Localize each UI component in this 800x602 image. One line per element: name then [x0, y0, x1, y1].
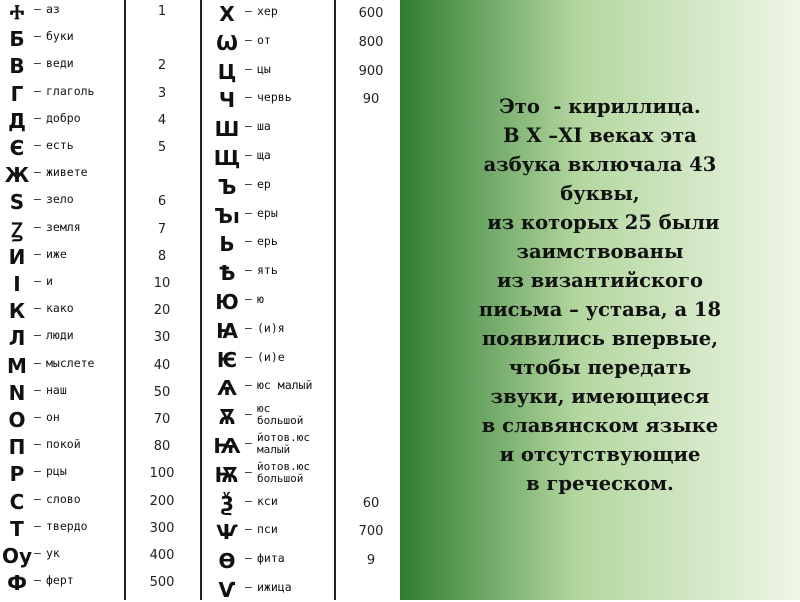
letter-name: юс большой — [257, 402, 304, 428]
numeric-value: 60 — [362, 495, 380, 511]
dash-separator: — — [34, 110, 41, 125]
dash-separator: — — [245, 61, 252, 76]
letter-name: ю — [257, 292, 264, 306]
letter-row — [0, 2, 400, 26]
dash-separator: — — [245, 234, 252, 249]
dash-separator: — — [245, 407, 252, 422]
dash-separator: — — [245, 436, 252, 450]
letter-name: мыслете — [46, 355, 95, 370]
letter-name: ща — [257, 148, 271, 162]
dash-separator: — — [245, 119, 252, 134]
numeric-value: 6 — [157, 194, 167, 210]
description-line: звуки, имеющиеся — [490, 385, 710, 408]
letter-name: (и)е — [257, 349, 285, 364]
letter-row — [0, 376, 400, 400]
dash-separator: — — [245, 263, 252, 278]
letter-glyph: С — [9, 489, 25, 514]
letter-glyph: Ⰰ — [9, 0, 25, 24]
letter-glyph: Ц — [217, 59, 237, 84]
dash-separator: — — [245, 32, 252, 47]
letter-name: пси — [257, 522, 278, 537]
letter-glyph: Ѣ — [218, 261, 236, 286]
letter-glyph: Ѵ — [218, 578, 236, 602]
letter-row — [0, 60, 400, 84]
letter-name: рцы — [46, 464, 67, 479]
letter-name: ша — [257, 119, 271, 134]
letter-glyph: Ѩ — [213, 434, 241, 458]
letter-row — [0, 431, 400, 458]
dash-separator: — — [245, 493, 252, 508]
numeric-value: 200 — [149, 493, 175, 509]
letter-name: како — [46, 301, 74, 316]
letter-name: цы — [257, 61, 271, 76]
numeric-value: 300 — [149, 520, 175, 536]
description-line: в славянском языке — [481, 414, 719, 437]
letter-row — [0, 319, 400, 343]
numeric-value: 80 — [153, 439, 171, 455]
description-line: чтобы передать — [508, 356, 692, 379]
dash-separator: — — [34, 573, 41, 588]
description-text — [400, 92, 800, 498]
letter-name: он — [46, 410, 60, 424]
letter-name: иже — [46, 246, 67, 261]
letter-glyph: О — [8, 408, 26, 432]
dash-separator: — — [34, 83, 41, 98]
letter-name: есть — [46, 138, 74, 152]
description-panel — [400, 0, 800, 600]
letter-name: ферт — [46, 573, 74, 588]
letter-name: ерь — [257, 234, 278, 249]
letter-name: ук — [46, 546, 60, 560]
numeric-value: 20 — [153, 303, 171, 319]
numeric-value: 8 — [157, 248, 167, 264]
letter-glyph: Ю — [215, 290, 239, 314]
letter-name: и — [46, 274, 53, 288]
dash-separator: — — [34, 246, 41, 261]
letter-name: еры — [257, 205, 278, 220]
description-line: и отсутствующие — [499, 443, 701, 466]
numeric-value: 9 — [366, 553, 376, 569]
letter-glyph: Оу — [2, 544, 33, 568]
dash-separator: — — [245, 464, 252, 479]
dash-separator: — — [34, 328, 41, 343]
dash-separator: — — [34, 546, 41, 560]
letter-row — [0, 175, 400, 199]
letter-name: йотов.юс большой — [257, 459, 310, 485]
dash-separator: — — [245, 4, 252, 18]
letter-name: твердо — [46, 518, 88, 533]
letter-name: юс малый — [257, 378, 313, 393]
description-line: азбука включала 43 — [483, 153, 717, 176]
numeric-value: 30 — [153, 330, 171, 346]
letter-row — [0, 489, 400, 516]
letter-glyph: Ѯ — [220, 491, 234, 516]
letter-glyph: Л — [8, 326, 26, 351]
numeric-value: 40 — [153, 357, 171, 373]
letter-row — [0, 290, 400, 314]
letter-row — [0, 348, 400, 372]
letter-name: червь — [257, 90, 292, 105]
alphabet-table — [0, 0, 400, 600]
dash-separator: — — [34, 382, 41, 397]
letter-name: наш — [46, 382, 67, 397]
letter-row — [0, 31, 400, 55]
numeric-value: 1 — [157, 4, 167, 19]
letter-glyph: Ѥ — [216, 347, 238, 372]
numeric-value: 800 — [358, 34, 384, 50]
numeric-value: 10 — [153, 276, 171, 291]
letter-row — [0, 232, 400, 256]
letter-glyph: Р — [9, 462, 25, 487]
dash-separator: — — [245, 205, 252, 220]
numeric-value: 900 — [358, 63, 384, 79]
numeric-value: 700 — [358, 524, 384, 540]
description-line: из которых 25 были — [480, 211, 720, 234]
letter-row — [0, 117, 400, 141]
letter-name: ер — [257, 176, 271, 191]
letter-name: ижица — [257, 580, 292, 594]
dash-separator: — — [34, 274, 41, 288]
numeric-value: 3 — [157, 85, 167, 101]
letter-glyph: Ѫ — [218, 405, 236, 430]
dash-separator: — — [34, 2, 41, 16]
letter-row — [0, 578, 400, 602]
dash-separator: — — [34, 192, 41, 207]
letter-name: веди — [46, 56, 74, 71]
letter-row — [0, 546, 400, 574]
numeric-value: 4 — [157, 112, 167, 128]
dash-separator: — — [34, 410, 41, 424]
dash-separator: — — [34, 518, 41, 533]
letter-glyph: Ф — [7, 571, 27, 596]
letter-name: зело — [46, 192, 74, 207]
dash-separator: — — [34, 138, 41, 152]
letter-glyph: Ѱ — [216, 520, 238, 545]
letter-glyph: І — [13, 272, 21, 296]
letter-name: живете — [46, 165, 88, 180]
letter-name: от — [257, 32, 271, 47]
letter-name: земля — [46, 219, 81, 234]
dash-separator: — — [34, 301, 41, 316]
letter-name: люди — [46, 328, 74, 343]
letter-glyph: Ж — [4, 163, 30, 188]
letter-glyph: Ъı — [214, 203, 240, 228]
letter-glyph: М — [7, 353, 27, 378]
letter-glyph: Є — [9, 136, 25, 160]
letter-row — [0, 402, 400, 430]
letter-row — [0, 459, 400, 487]
dash-separator: — — [245, 90, 252, 105]
dash-separator: — — [34, 29, 41, 44]
letter-name: фита — [257, 551, 285, 566]
letter-glyph: Ꙁ — [11, 217, 23, 242]
letter-name: йотов.юс малый — [257, 431, 310, 456]
dash-separator: — — [245, 292, 252, 306]
numeric-value: 400 — [149, 548, 175, 563]
numeric-value: 5 — [157, 140, 167, 155]
numeric-value: 7 — [157, 221, 167, 237]
numeric-value: 90 — [362, 92, 380, 108]
letter-glyph: Ꙗ — [216, 318, 238, 343]
description-line: из византийского — [497, 269, 703, 292]
letter-glyph: К — [8, 299, 26, 324]
description-line: в греческом. — [526, 472, 674, 495]
numeric-value: 2 — [157, 58, 167, 74]
letter-name: буки — [46, 29, 74, 44]
letter-glyph: Г — [10, 81, 24, 106]
letter-glyph: П — [8, 435, 26, 460]
dash-separator: — — [34, 355, 41, 370]
letter-glyph: Ѕ — [9, 190, 25, 215]
dash-separator: — — [245, 349, 252, 364]
description-line: заимствованы — [516, 240, 684, 263]
dash-separator: — — [245, 551, 252, 566]
letter-glyph: Щ — [213, 146, 241, 170]
letter-name: хер — [257, 4, 278, 18]
letter-name: ять — [257, 263, 278, 278]
numeric-value: 500 — [149, 575, 175, 591]
letter-glyph: Ѳ — [218, 549, 236, 574]
letter-row — [0, 204, 400, 228]
letter-row — [0, 88, 400, 112]
letter-name: добро — [46, 110, 81, 125]
description-line: появились впервые, — [482, 327, 718, 350]
letter-glyph: Б — [9, 27, 25, 52]
dash-separator: — — [34, 219, 41, 234]
numeric-value: 600 — [358, 6, 384, 21]
letter-glyph: Ч — [218, 88, 236, 113]
letter-glyph: И — [8, 244, 26, 269]
letter-glyph: Ѧ — [217, 376, 237, 401]
description-line: В X –XI веках эта — [503, 124, 697, 147]
letter-row — [0, 146, 400, 170]
numeric-value: 100 — [149, 466, 175, 482]
dash-separator: — — [34, 437, 41, 452]
letter-row — [0, 520, 400, 544]
dash-separator: — — [245, 320, 252, 335]
letter-name: слово — [46, 491, 81, 506]
letter-glyph: В — [9, 54, 25, 79]
letter-name: покой — [46, 437, 81, 452]
letter-name: (и)я — [257, 320, 285, 335]
description-line: Это - кириллица. — [499, 95, 701, 118]
letter-name: глаголь — [46, 83, 95, 98]
letter-glyph: Ѭ — [214, 462, 240, 487]
letter-glyph: Д — [8, 108, 26, 133]
letter-glyph: Ь — [219, 232, 235, 257]
dash-separator: — — [245, 580, 252, 594]
numeric-value: 70 — [153, 412, 171, 427]
numeric-value: 50 — [153, 384, 171, 400]
description-line: буквы, — [560, 182, 640, 205]
dash-separator: — — [245, 522, 252, 537]
letter-glyph: Т — [10, 516, 24, 541]
letter-row — [0, 261, 400, 285]
dash-separator: — — [34, 56, 41, 71]
dash-separator: — — [34, 491, 41, 506]
letter-glyph: Х — [219, 2, 235, 26]
dash-separator: — — [245, 148, 252, 162]
letter-name: кси — [257, 493, 278, 508]
letter-glyph: Ъ — [217, 174, 237, 199]
letter-name: аз — [46, 2, 60, 16]
dash-separator: — — [245, 176, 252, 191]
dash-separator: — — [34, 464, 41, 479]
letter-glyph: N — [8, 380, 26, 405]
letter-glyph: Ш — [214, 117, 240, 142]
letter-glyph: Ѡ — [216, 30, 238, 55]
description-line: письма – устава, а 18 — [478, 298, 722, 321]
dash-separator: — — [245, 378, 252, 393]
dash-separator: — — [34, 165, 41, 180]
